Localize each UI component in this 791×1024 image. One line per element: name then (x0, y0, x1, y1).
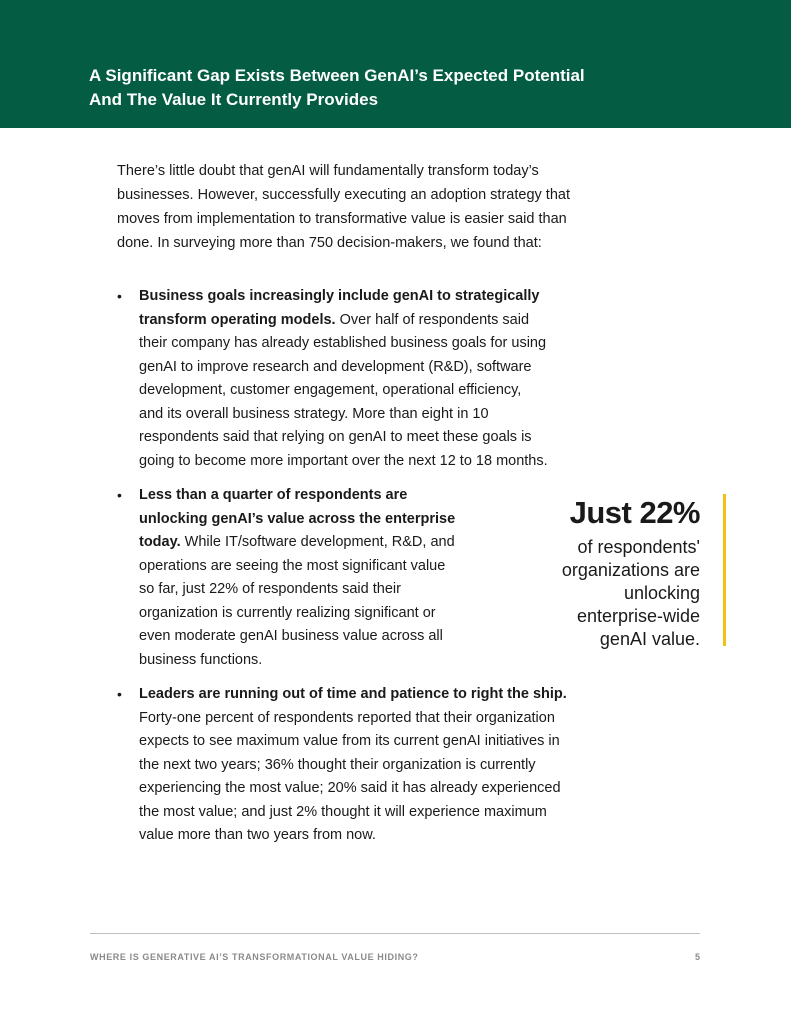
header-banner (0, 0, 791, 128)
stat-callout (545, 494, 700, 651)
bullet-heading: Leaders are running out of time and patience to right the ship. (139, 686, 567, 702)
bullet-text: Forty-one percent of respondents reported that their organization expects to see maximum value from its current genAI initiatives in the next two years; 36% thought their organization is currently experiencing the most value; 20% said it has already experienced the most value; and just 2% thought it will experience maximum value more than two years from now. (139, 709, 561, 843)
bullet-heading: Business goals increasingly include genAI to strategically transform operating models. (139, 288, 540, 328)
page-number: 5 (694, 952, 700, 962)
findings-list (117, 285, 587, 859)
callout-headline: Just 22% (569, 495, 700, 530)
callout-accent-rule (723, 494, 726, 646)
bullet-text: Over half of respondents said their company has already established business goals for using genAI to improve research and development (R&D), software development, customer engagement, operational efficiency, and its overall business strategy. More than eight in 10 respondents said that relying on genAI to meet these goals is going to become more important over the next 12 to 18 months. (139, 311, 548, 469)
bullet-heading: Less than a quarter of respondents are unlocking genAI’s value across the enterprise today. (139, 487, 456, 550)
list-item (117, 484, 464, 672)
bullet-text: While IT/software development, R&D, and operations are seeing the most significant value so far, just 22% of respondents said their organization is currently realizing significant or even moderate genAI business value across all business functions. (139, 534, 455, 668)
list-item (117, 285, 549, 473)
footer-title: WHERE IS GENERATIVE AI’S TRANSFORMATIONAL VALUE HIDING? (90, 952, 419, 962)
list-item (117, 683, 579, 848)
page-title: A Significant Gap Exists Between GenAI’s Expected Potential And The Value It Currently Provides (89, 66, 585, 109)
footer-divider (90, 933, 700, 934)
callout-text: of respondents' organizations are unlocking enterprise-wide genAI value. (561, 537, 700, 649)
intro-paragraph: There’s little doubt that genAI will fundamentally transform today’s businesses. However, successfully executing an adoption strategy that moves from implementation to transformative value is easier said than done. In surveying more than 750 decision-makers, we found that: (117, 163, 570, 251)
